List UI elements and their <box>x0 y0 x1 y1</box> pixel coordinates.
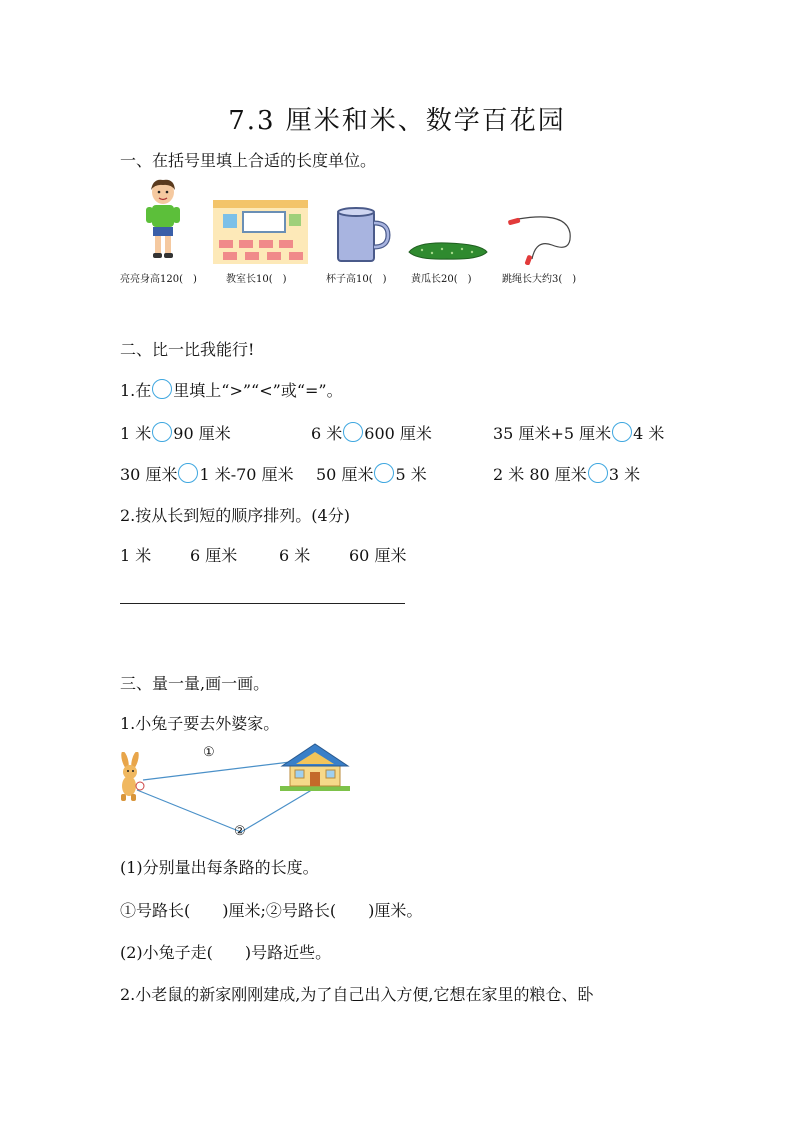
sub-question-1: (1)分别量出每条路的长度。 <box>120 858 319 877</box>
question-3-1: 1.小兔子要去外婆家。 <box>120 714 280 733</box>
compare-circle[interactable] <box>612 422 632 442</box>
section2-heading: 二、比一比我能行! <box>120 340 255 359</box>
caption-cup: 杯子高10( ) <box>326 274 387 285</box>
compare-circle[interactable] <box>588 463 608 483</box>
order-item: 6 厘米 <box>190 546 238 565</box>
compare-item: 2 米 80 厘米 3 米 <box>493 465 641 484</box>
route-label-1: ① <box>203 745 215 760</box>
answer-line[interactable] <box>120 603 405 604</box>
compare-circle[interactable] <box>374 463 394 483</box>
section3-heading: 三、量一量,画一画。 <box>120 674 270 693</box>
compare-item: 6 米 600 厘米 <box>311 424 432 443</box>
page-title: 7.3 厘米和米、数学百花园 <box>228 106 566 136</box>
order-item: 1 米 <box>120 546 152 565</box>
compare-item: 35 厘米+5 厘米 4 米 <box>493 424 665 443</box>
order-item: 60 厘米 <box>349 546 407 565</box>
sub-question-2: (2)小兔子走( )号路近些。 <box>120 943 332 962</box>
cup-icon <box>334 207 392 263</box>
compare-circle[interactable] <box>178 463 198 483</box>
compare-circle-example <box>152 379 172 399</box>
question-2-1: 1.在 里填上“>”“<”或“=”。 <box>120 381 343 400</box>
question-3-2: 2.小老鼠的新家刚刚建成,为了自己出入方便,它想在家里的粮仓、卧 <box>120 985 594 1004</box>
rabbit-icon <box>115 752 147 802</box>
order-item: 6 米 <box>279 546 311 565</box>
caption-cucumber: 黄瓜长20( ) <box>411 274 472 285</box>
house-icon <box>280 742 350 792</box>
question-2-2: 2.按从长到短的顺序排列。(4分) <box>120 506 350 525</box>
route-label-2: ② <box>234 824 246 839</box>
section1-heading: 一、在括号里填上合适的长度单位。 <box>120 151 377 170</box>
boy-icon <box>143 178 183 260</box>
caption-height: 亮亮身高120( ) <box>120 274 197 285</box>
jump-rope-icon <box>506 213 578 265</box>
compare-item: 50 厘米 5 米 <box>316 465 427 484</box>
classroom-icon <box>213 200 308 264</box>
compare-item: 1 米 90 厘米 <box>120 424 231 443</box>
sub-question-1-answer: ①号路长( )厘米;②号路长( )厘米。 <box>120 901 423 920</box>
compare-circle[interactable] <box>343 422 363 442</box>
compare-circle[interactable] <box>152 422 172 442</box>
caption-classroom: 教室长10( ) <box>226 274 287 285</box>
compare-item: 30 厘米 1 米-70 厘米 <box>120 465 294 484</box>
cucumber-icon <box>407 240 489 262</box>
caption-jump-rope: 跳绳长大约3( ) <box>502 274 577 285</box>
